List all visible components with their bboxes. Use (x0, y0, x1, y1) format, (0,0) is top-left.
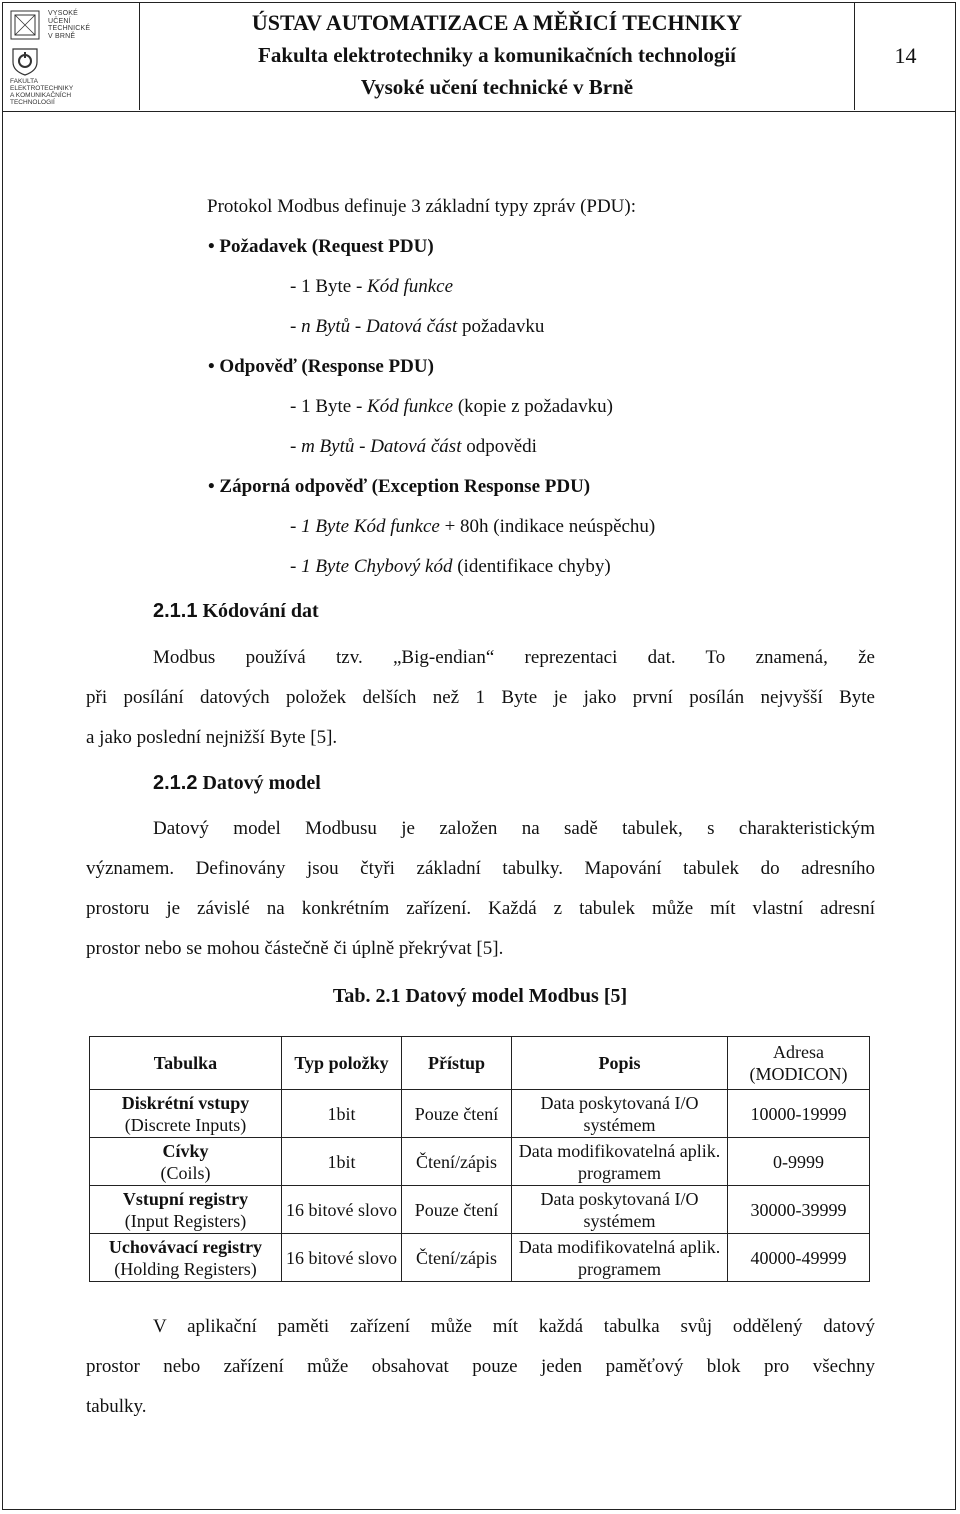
section-212-line-3: prostoru je závislé na konkrétním zařízení. Každá z tabulek může mít vlastní adresní (86, 898, 875, 919)
bullet-response: • Odpověď (Response PDU) (208, 356, 434, 377)
logo-university-text: VYSOKÉ UČENÍ TECHNICKÉ V BRNĚ (48, 10, 91, 40)
col-header-desc: Popis (512, 1037, 728, 1090)
logo-faculty-text: FAKULTA ELEKTROTECHNIKY A KOMUNIKAČNÍCH TECHNOLOGIÍ (10, 78, 74, 106)
intro-text: Protokol Modbus definuje 3 základní typy zpráv (PDU): (207, 196, 637, 217)
col-header-table: Tabulka (90, 1037, 282, 1090)
closing-line-3: tabulky. (86, 1396, 147, 1417)
bullet-request-label: Požadavek (Request PDU) (219, 236, 434, 257)
university-logo (2, 2, 140, 110)
university-title: Vysoké učení technické v Brně (360, 75, 634, 99)
table-row (90, 1186, 870, 1234)
cell-name: Vstupní registry (Input Registers) (90, 1186, 282, 1234)
bullet-request: • Požadavek (Request PDU) (208, 236, 434, 257)
request-line-2: - n Bytů - Datová část požadavku (290, 316, 545, 337)
closing-line-2: prostor nebo zařízení může obsahovat pouze jeden paměťový blok pro všechny (86, 1356, 875, 1377)
cell-type: 16 bitové slovo (282, 1234, 402, 1282)
table-row (90, 1234, 870, 1282)
cell-name: Uchovávací registry (Holding Registers) (90, 1234, 282, 1282)
page-number: 14 (854, 2, 956, 110)
bullet-exception: • Záporná odpověď (Exception Response PDU) (208, 476, 591, 497)
cell-access: Pouze čtení (402, 1186, 512, 1234)
faculty-emblem-icon (10, 46, 40, 76)
section-211-line-2: při posílání datových položek delších než 1 Byte je jako první posílán nejvyšší Byte (86, 687, 875, 708)
cell-address: 40000-49999 (728, 1234, 870, 1282)
cell-address: 0-9999 (728, 1138, 870, 1186)
institute-title: ÚSTAV AUTOMATIZACE A MĚŘICÍ TECHNIKY (251, 10, 743, 35)
request-line-1: - 1 Byte - Kód funkce (290, 276, 454, 297)
bullet-exception-label: Záporná odpověď (Exception Response PDU) (219, 476, 591, 497)
bullet-response-label: Odpověď (Response PDU) (219, 356, 434, 377)
cell-type: 1bit (282, 1090, 402, 1138)
cell-access: Pouze čtení (402, 1090, 512, 1138)
cell-access: Čtení/zápis (402, 1234, 512, 1282)
data-model-table (89, 1036, 870, 1282)
section-211-line-1: Modbus používá tzv. „Big-endian“ reprezentaci dat. To znamená, že (153, 647, 875, 668)
cell-desc: Data modifikovatelná aplik. programem (512, 1234, 728, 1282)
page-header (2, 2, 956, 112)
section-heading-212: 2.1.2 Datový model (153, 772, 321, 794)
section-211-line-3: a jako poslední nejnižší Byte [5]. (86, 727, 338, 748)
closing-line-1: V aplikační paměti zařízení může mít každá tabulka svůj oddělený datový (153, 1316, 875, 1337)
cell-access: Čtení/zápis (402, 1138, 512, 1186)
exception-line-2: - 1 Byte Chybový kód (identifikace chyby) (290, 556, 611, 577)
cell-desc: Data poskytovaná I/O systémem (512, 1090, 728, 1138)
header-titles (140, 2, 854, 110)
response-line-2: - m Bytů - Datová část odpovědi (290, 436, 537, 457)
response-line-1: - 1 Byte - Kód funkce (kopie z požadavku) (290, 396, 613, 417)
cell-type: 1bit (282, 1138, 402, 1186)
col-header-type: Typ položky (282, 1037, 402, 1090)
cell-name: Diskrétní vstupy (Discrete Inputs) (90, 1090, 282, 1138)
page-frame (2, 2, 956, 1510)
section-212-line-2: významem. Definovány jsou čtyři základní tabulky. Mapování tabulek do adresního (86, 858, 875, 879)
cell-address: 10000-19999 (728, 1090, 870, 1138)
table-row (90, 1090, 870, 1138)
section-212-line-1: Datový model Modbusu je založen na sadě tabulek, s charakteristickým (153, 818, 875, 839)
table-row (90, 1138, 870, 1186)
cell-desc: Data modifikovatelná aplik. programem (512, 1138, 728, 1186)
cell-name: Cívky (Coils) (90, 1138, 282, 1186)
col-header-address: Adresa (MODICON) (728, 1037, 870, 1090)
section-heading-211: 2.1.1 Kódování dat (153, 600, 319, 622)
section-212-line-4: prostor nebo se mohou částečně či úplně překrývat [5]. (86, 938, 504, 959)
cell-address: 30000-39999 (728, 1186, 870, 1234)
cell-type: 16 bitové slovo (282, 1186, 402, 1234)
faculty-title: Fakulta elektrotechniky a komunikačních technologií (258, 43, 736, 67)
exception-line-1: - 1 Byte Kód funkce + 80h (indikace neúspěchu) (290, 516, 656, 537)
university-emblem-icon (10, 10, 40, 40)
table-header-row (90, 1037, 870, 1090)
table-caption: Tab. 2.1 Datový model Modbus [5] (332, 985, 628, 1007)
col-header-access: Přístup (402, 1037, 512, 1090)
cell-desc: Data poskytovaná I/O systémem (512, 1186, 728, 1234)
